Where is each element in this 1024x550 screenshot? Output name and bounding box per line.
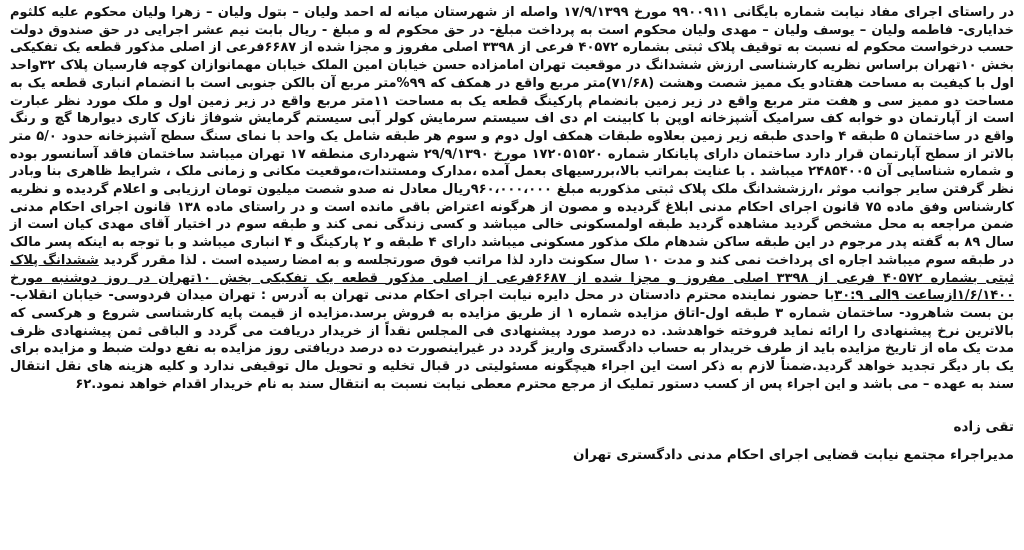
notice-text-part-2: با حضور نماینده محترم دادستان در محل دایره نیابت اجرای احکام مدنی تهران به آدرس : تهران میدان فردوسی- خیابان انقلاب- بن بست شاهرود- ساختمان شماره ۳ طبقه اول-اتاق مزایده شماره ۱ از طریق مزایده به فروش برسد.مزایده از قیمت پایه کارشناسی شروع و هرکسی که بالاترین نرخ پیشنهادی را ارائه نماید فروخته خواهدشد. ده درصد مورد پیشنهادی فی المجلس نقداً از خریدار دریافت می گردد و الباقی ثمن پیشنهادی ظرف مدت یک ماه از تاریخ مزایده باید از طرف خریدار به حساب دادگستری واریز گردد در غیراینصورت ده درصد دریافتی روز مزایده به نفع دولت ضبط و مزایده برای یک بار دیگر تجدید خواهد گردید.ضمناً لازم به ذکر است این اجراء هیچگونه مسئولیتی در قبال تخلیه و تحویل مال توقیفی ندارد و کلیه هزینه های نقل انتقال سند به عهده – می باشد و این اجراء پس از کسب دستور تملیک از مرجع محترم معطی نیابت نسبت به انتقال سند به نام خریدار اقدام خواهد نمود.۶۲ <box>10 288 1014 392</box>
signature-spacer <box>10 437 1014 445</box>
signature-block <box>10 417 1014 465</box>
notice-text-underlined: ششدانگ پلاک ثبتی بشماره ۴۰۵۷۲ فرعی از ۳۳۹۸ اصلی مفروز و مجزا شده از ۶۶۸۷فرعی از اصلی مذکور قطعه یک تفکیکی بخش ۱۰تهران در روز دوشنبه مورخ ۱/۶/۱۴۰۰ازساعت ۹الی ۳۰:۹ <box>10 252 1015 304</box>
auction-notice <box>10 4 1014 465</box>
signatory-name: تقی زاده <box>953 419 1014 436</box>
notice-text-part-1: در راستای اجرای مفاد نیابت شماره بایگانی ۹۹۰۰۹۱۱ مورخ ۱۷/۹/۱۳۹۹ واصله از شهرستان میانه له احمد ولیان – بتول ولیان – زهرا ولیان محکوم علیه کلثوم خدایاری- فاطمه ولیان – یوسف ولیان – مهدی ولیان محکوم است به پرداخت مبلغ- در حق محکوم له و مبلغ - ریال بابت نیم عشر اجرایی در حق صندوق دولت حسب درخواست محکوم له نسبت به توقیف پلاک ثبتی بشماره ۴۰۵۷۲ فرعی از ۳۳۹۸ اصلی مفروز و مجزا شده از ۶۶۸۷فرعی از اصلی مذکور قطعه یک تفکیکی بخش ۱۰تهران براساس نظریه کارشناسی ارزش ششدانگ در موقعیت تهران امامزاده حسن خیابان امین الملک خیابان مهمانوازان کوچه فارسیان پلاک ۳۲واحد اول با کیفیت به مساحت هفتادو یک ممیز شصت وهشت (۷۱/۶۸)متر مربع واقع در همکف که ۹۹%متر مربع آن بالکن جنوبی است با انضمام انباری قطعه یک به مساحت دو ممیز سی و هفت متر مربع واقع در زیر زمین بانضمام پارکینگ قطعه یک به مساحت ۱۱متر مربع واقع در زیر زمین اول و ملک مورد نظر عبارت است از آپارتمان دو خوابه کف سرامیک آشپزخانه اوپن با کابینت ام دی اف سیستم سرمایش کولر آبی سیستم گرمایش شوفاژ نازک کاری دیوارها گچ و رنگ واقع در ساختمان ۵ طبقه ۴ واحدی طبقه زیر زمین بعلاوه طبقات همکف اول دوم و سوم هر طبقه شامل یک واحد با نمای سنگ سطح آشپزخانه حدود ۵/۰ متر بالاتر از سطح آپارتمان قرار دارد ساختمان دارای پایانکار شماره ۱۷۲۰۵۱۵۲۰ مورخ ۲۹/۹/۱۳۹۰ شهرداری منطقه ۱۷ تهران میباشد ساختمان فاقد آسانسور بوده و شماره شناسایی آن ۲۴۸۵۴۰۰۵ میباشد . با عنایت بمراتب بالا،بررسیهای بعمل آمده ،مدارک ومستندات،موقعیت مکانی و زمانی ملک ، شرایط ظاهری بنا وبادر نظر گرفتن سایر جوانب موثر ،ارزششدانگ ملک پلاک ثبتی مذکوربه مبلغ ۹۶۰،۰۰۰،۰۰۰ریال معادل نه صدو شصت میلیون تومان ارزیابی و اعلام گردیده و نظریه کارشناس وفق ماده ۷۵ قانون اجرای احکام مدنی ابلاغ گردیده و مصون از هرگونه اعتراض باقی مانده است و در راستای ماده ۱۳۸ قانون اجرای احکام مدنی ضمن مراجعه به محل مشخص گردید مشاهده گردید طبقه اولمسکونی خالی میباشد و کسی زندگی نمی کند و طبقه سوم در اختیار آقای مهدی کیان است از سال ۸۹ به گفته پدر مرجوم در این طبقه ساکن شدهام ملک مذکور مسکونی میباشد دارای ۴ طبقه و ۲ پارکینگ و ۴ انباری میباشد و با توجه به اینکه پسر مالک در طبقه سوم میباشد اجاره ای پرداخت نمی کند و مدت ۱۰ سال سکونت دارد لذا مراتب فوق صورتجلسه و به امضا رسیده است . لذا مقرر گردید <box>10 5 1015 268</box>
signatory-title: مدیراجراء مجتمع نیابت قضایی اجرای احکام مدنی دادگستری تهران <box>572 447 1014 464</box>
notice-body <box>10 4 1014 393</box>
